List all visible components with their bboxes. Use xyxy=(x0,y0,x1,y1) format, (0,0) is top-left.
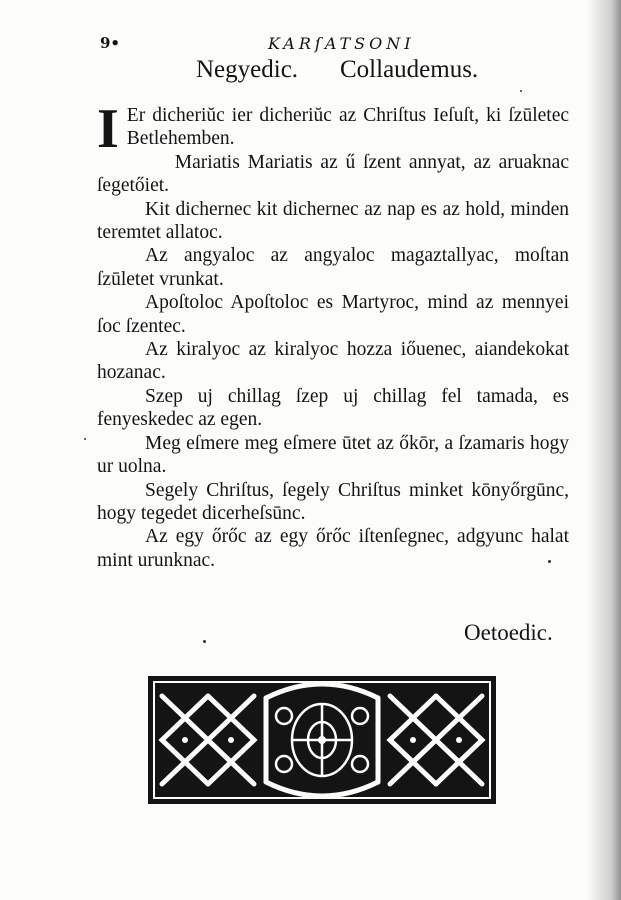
verse: Kit dichernec kit dichernec az nap es az hold, minden teremtet allatoc. xyxy=(97,198,569,244)
verse: Az egy őrőc az egy őrőc iſtenſegnec, adgyunc halat mint urunknac. xyxy=(97,526,569,571)
interlace-woodcut-icon xyxy=(148,676,496,804)
verse: Apoſtoloc Apoſtoloc es Martyroc, mind az mennyei ſoc ſzentec. xyxy=(97,292,569,337)
verse: Meg eſmere meg eſmere ūtet az őkōr, a ſzamaris hogy ur uolna. xyxy=(97,432,569,478)
verse: Az angyaloc az angyaloc magaztallyac, moſtan ſzūletet vrunkat. xyxy=(97,245,569,290)
ink-speck xyxy=(520,90,522,92)
verse: Segely Chriſtus, ſegely Chriſtus minket kōnyőrgūnc, hogy tegedet dicerheſsūnc. xyxy=(97,479,569,524)
verse xyxy=(97,98,569,160)
running-title: KARſATSONI xyxy=(268,34,415,53)
hymn-heading xyxy=(150,56,530,90)
ink-speck xyxy=(548,560,551,563)
verse: Szep uj chillag ſzep uj chillag fel tamada, es fenyeskedec az egen. xyxy=(97,385,569,431)
hymn-verses xyxy=(97,98,569,572)
verse-text: Er dicheriŭc ier dicheriŭc az Chriſtus Ieſuſt, ki ſzūletec Betlehemben. xyxy=(126,105,569,150)
hymn-number: Negyedic. xyxy=(196,56,299,83)
next-hymn-heading: Oetoedic. xyxy=(464,620,553,645)
verse: Mariatis Mariatis az ű ſzent annyat, az aruaknac ſegetőiet. xyxy=(97,151,569,197)
verse: Az kiralyoc az kiralyoc hozza iőuenec, aiandekokat hozanac. xyxy=(97,339,569,384)
drop-cap: I xyxy=(97,98,119,160)
page-gutter-shadow xyxy=(587,0,621,900)
page-number: 9• xyxy=(100,34,121,52)
ink-speck xyxy=(84,438,86,440)
running-head xyxy=(92,34,532,56)
hymn-title: Collaudemus. xyxy=(340,56,479,83)
ink-speck xyxy=(203,640,206,643)
